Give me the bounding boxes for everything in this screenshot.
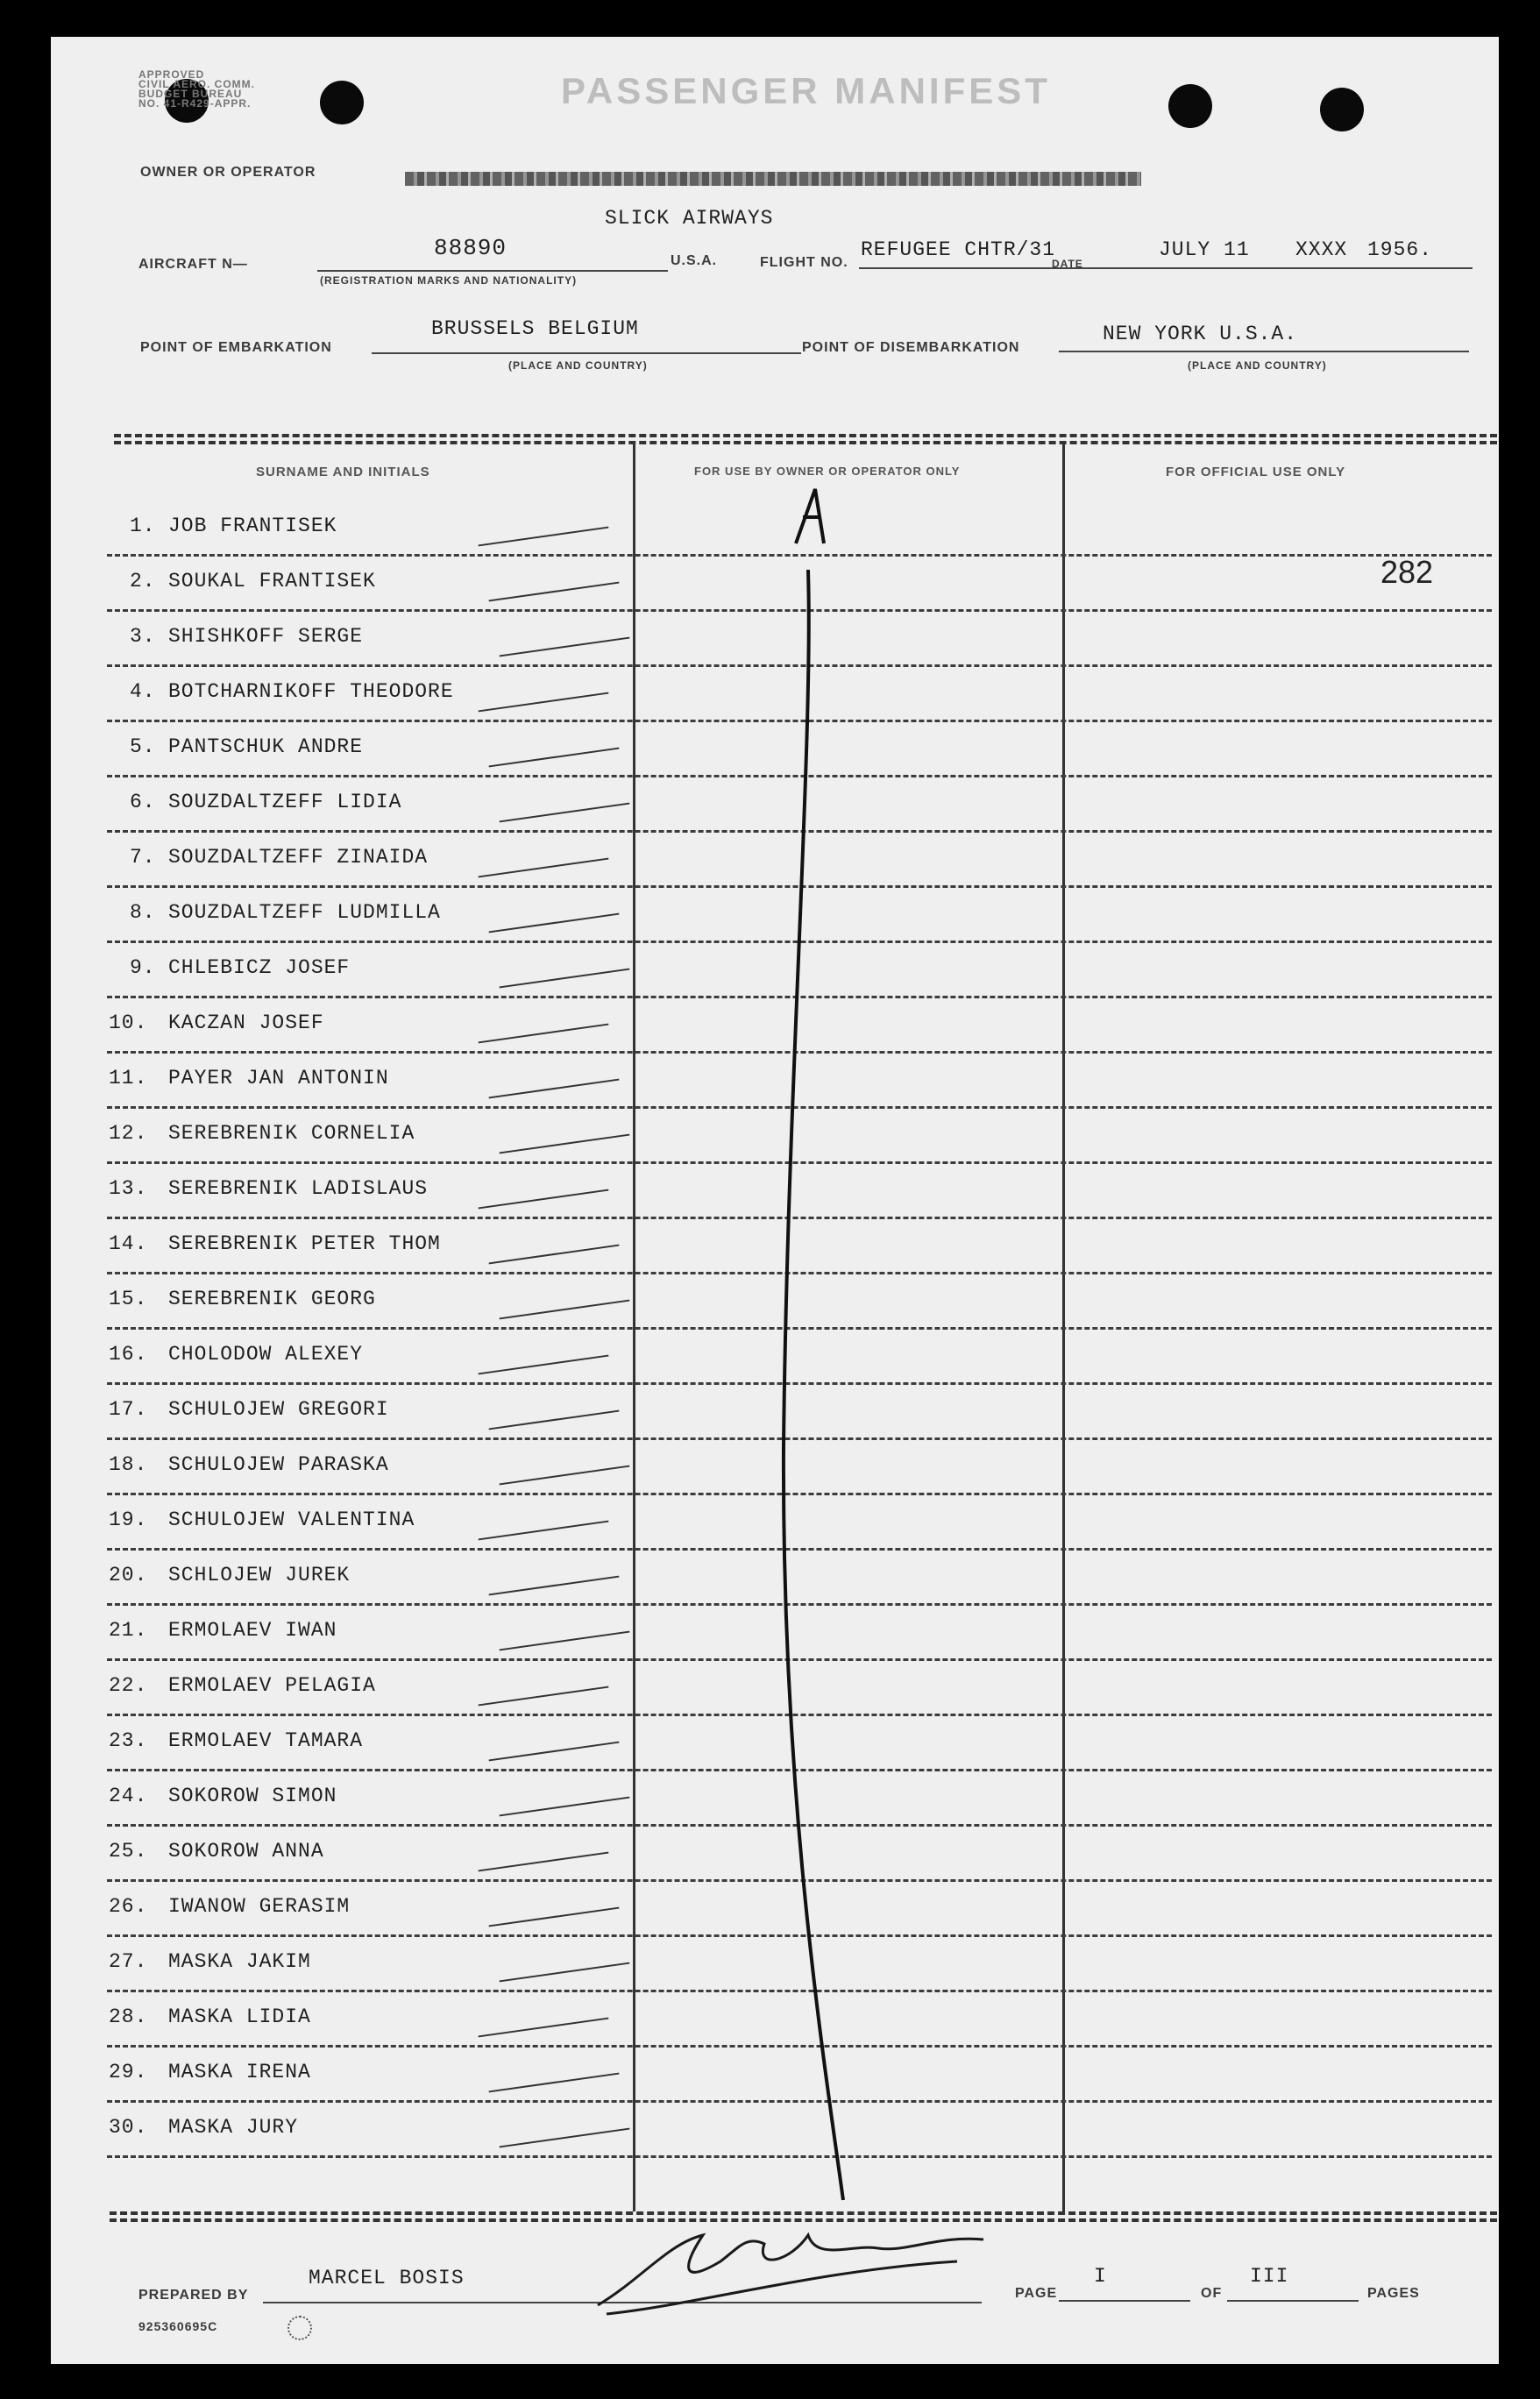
prepared-by-value: MARCEL BOSIS bbox=[309, 2267, 465, 2289]
row-number: 29. bbox=[109, 2061, 148, 2083]
column-header-surname: SURNAME AND INITIALS bbox=[256, 465, 430, 479]
row-number: 17. bbox=[109, 1398, 148, 1421]
passenger-name: SCHULOJEW PARASKA bbox=[168, 1453, 389, 1476]
column-header-official-use: FOR OFFICIAL USE ONLY bbox=[1166, 465, 1346, 479]
date-label: DATE bbox=[1052, 258, 1083, 270]
passenger-name: ERMOLAEV TAMARA bbox=[168, 1729, 364, 1752]
prepared-by-label: PREPARED BY bbox=[138, 2288, 249, 2303]
signature bbox=[589, 2209, 992, 2323]
date-value: JULY 11 bbox=[1159, 238, 1250, 261]
passenger-name: SOUZDALTZEFF ZINAIDA bbox=[168, 846, 429, 869]
row-number: 24. bbox=[109, 1785, 148, 1807]
passenger-name: ERMOLAEV PELAGIA bbox=[168, 1674, 376, 1697]
passenger-name: SEREBRENIK LADISLAUS bbox=[168, 1177, 429, 1200]
passenger-name: MASKA LIDIA bbox=[168, 2005, 311, 2028]
punch-hole bbox=[320, 81, 364, 124]
row-number: 27. bbox=[109, 1950, 148, 1973]
passenger-name: IWANOW GERASIM bbox=[168, 1895, 351, 1918]
year-strike: XXXX bbox=[1295, 238, 1348, 261]
row-number: 12. bbox=[109, 1122, 148, 1145]
page-underline bbox=[1059, 2300, 1190, 2302]
passenger-name: MASKA JURY bbox=[168, 2116, 299, 2139]
of-value: III bbox=[1250, 2265, 1289, 2288]
passenger-name: SCHLOJEW JUREK bbox=[168, 1564, 351, 1586]
page-value: I bbox=[1094, 2265, 1107, 2288]
embarkation-label: POINT OF EMBARKATION bbox=[140, 340, 332, 355]
year-value: 1956. bbox=[1367, 238, 1433, 261]
owner-column-handwritten-mark bbox=[763, 482, 868, 2226]
owner-label: OWNER OR OPERATOR bbox=[140, 165, 316, 180]
passenger-name: BOTCHARNIKOFF THEODORE bbox=[168, 680, 454, 703]
embarkation-value: BRUSSELS BELGIUM bbox=[431, 317, 639, 340]
row-number: 1. bbox=[130, 515, 156, 537]
passenger-name: SOUZDALTZEFF LUDMILLA bbox=[168, 901, 441, 924]
passenger-name: SOUKAL FRANTISEK bbox=[168, 570, 376, 593]
passenger-name: SHISHKOFF SERGE bbox=[168, 625, 364, 648]
row-number: 5. bbox=[130, 735, 156, 758]
punch-hole bbox=[1320, 88, 1364, 131]
column-header-owner-use: FOR USE BY OWNER OR OPERATOR ONLY bbox=[694, 465, 961, 478]
passenger-name: KACZAN JOSEF bbox=[168, 1011, 324, 1034]
row-number: 13. bbox=[109, 1177, 148, 1200]
disembarkation-label: POINT OF DISEMBARKATION bbox=[802, 340, 1020, 355]
row-number: 16. bbox=[109, 1343, 148, 1366]
passenger-name: SOUZDALTZEFF LIDIA bbox=[168, 791, 402, 813]
row-number: 6. bbox=[130, 791, 156, 813]
of-underline bbox=[1227, 2300, 1359, 2302]
struck-out-text bbox=[405, 172, 1141, 186]
pages-label: PAGES bbox=[1367, 2286, 1420, 2301]
row-number: 10. bbox=[109, 1011, 148, 1034]
passenger-name: SEREBRENIK PETER THOM bbox=[168, 1232, 441, 1255]
row-number: 8. bbox=[130, 901, 156, 924]
passenger-name: CHLEBICZ JOSEF bbox=[168, 956, 351, 979]
passenger-name: SOKOROW SIMON bbox=[168, 1785, 337, 1807]
passenger-name: SOKOROW ANNA bbox=[168, 1840, 324, 1863]
row-number: 18. bbox=[109, 1453, 148, 1476]
row-number: 14. bbox=[109, 1232, 148, 1255]
page-title: PASSENGER MANIFEST bbox=[561, 70, 1051, 111]
of-label: OF bbox=[1201, 2286, 1223, 2301]
passenger-name: MASKA JAKIM bbox=[168, 1950, 311, 1973]
row-number: 20. bbox=[109, 1564, 148, 1586]
row-number: 23. bbox=[109, 1729, 148, 1752]
passenger-name: MASKA IRENA bbox=[168, 2061, 311, 2083]
table-top-border bbox=[114, 441, 1497, 444]
row-number: 19. bbox=[109, 1508, 148, 1531]
row-number: 3. bbox=[130, 625, 156, 648]
form-code: 925360695C bbox=[138, 2319, 218, 2333]
form-approval-note: APPROVED CIVIL AERO. COMM. BUDGET BUREAU NO. 41-R429-APPR. bbox=[138, 68, 256, 110]
passenger-name: PANTSCHUK ANDRE bbox=[168, 735, 364, 758]
row-number: 7. bbox=[130, 846, 156, 869]
owner-value: SLICK AIRWAYS bbox=[605, 207, 774, 230]
passenger-name: JOB FRANTISEK bbox=[168, 515, 337, 537]
disembarkation-caption: (PLACE AND COUNTRY) bbox=[1188, 359, 1327, 372]
official-number: 282 bbox=[1380, 554, 1434, 590]
row-number: 21. bbox=[109, 1619, 148, 1642]
row-number: 26. bbox=[109, 1895, 148, 1918]
column-divider bbox=[1062, 441, 1065, 2211]
row-number: 11. bbox=[109, 1067, 148, 1089]
disembarkation-underline bbox=[1059, 351, 1469, 352]
flight-underline bbox=[859, 267, 1473, 269]
row-number: 4. bbox=[130, 680, 156, 703]
passenger-name: SCHULOJEW GREGORI bbox=[168, 1398, 389, 1421]
page-label: PAGE bbox=[1015, 2286, 1058, 2301]
passenger-name: SEREBRENIK CORNELIA bbox=[168, 1122, 415, 1145]
passenger-name: PAYER JAN ANTONIN bbox=[168, 1067, 389, 1089]
row-number: 22. bbox=[109, 1674, 148, 1697]
usa-label: U.S.A. bbox=[671, 253, 718, 268]
union-bug-icon bbox=[287, 2316, 312, 2340]
registration-caption: (REGISTRATION MARKS AND NATIONALITY) bbox=[320, 274, 578, 287]
flight-label: FLIGHT NO. bbox=[760, 255, 848, 270]
aircraft-underline bbox=[317, 270, 668, 272]
row-number: 30. bbox=[109, 2116, 148, 2139]
punch-hole bbox=[1168, 84, 1212, 128]
flight-value: REFUGEE CHTR/31 bbox=[861, 238, 1056, 261]
row-number: 9. bbox=[130, 956, 156, 979]
row-number: 2. bbox=[130, 570, 156, 593]
aircraft-label: AIRCRAFT N— bbox=[138, 257, 248, 272]
aircraft-value: 88890 bbox=[434, 235, 507, 261]
row-number: 15. bbox=[109, 1288, 148, 1310]
column-divider bbox=[633, 441, 635, 2211]
disembarkation-value: NEW YORK U.S.A. bbox=[1103, 323, 1298, 345]
embarkation-underline bbox=[372, 352, 801, 354]
row-number: 25. bbox=[109, 1840, 148, 1863]
embarkation-caption: (PLACE AND COUNTRY) bbox=[508, 359, 648, 372]
passenger-name: CHOLODOW ALEXEY bbox=[168, 1343, 364, 1366]
passenger-name: ERMOLAEV IWAN bbox=[168, 1619, 337, 1642]
row-number: 28. bbox=[109, 2005, 148, 2028]
passenger-name: SEREBRENIK GEORG bbox=[168, 1288, 376, 1310]
passenger-name: SCHULOJEW VALENTINA bbox=[168, 1508, 415, 1531]
table-top-border bbox=[114, 434, 1497, 437]
